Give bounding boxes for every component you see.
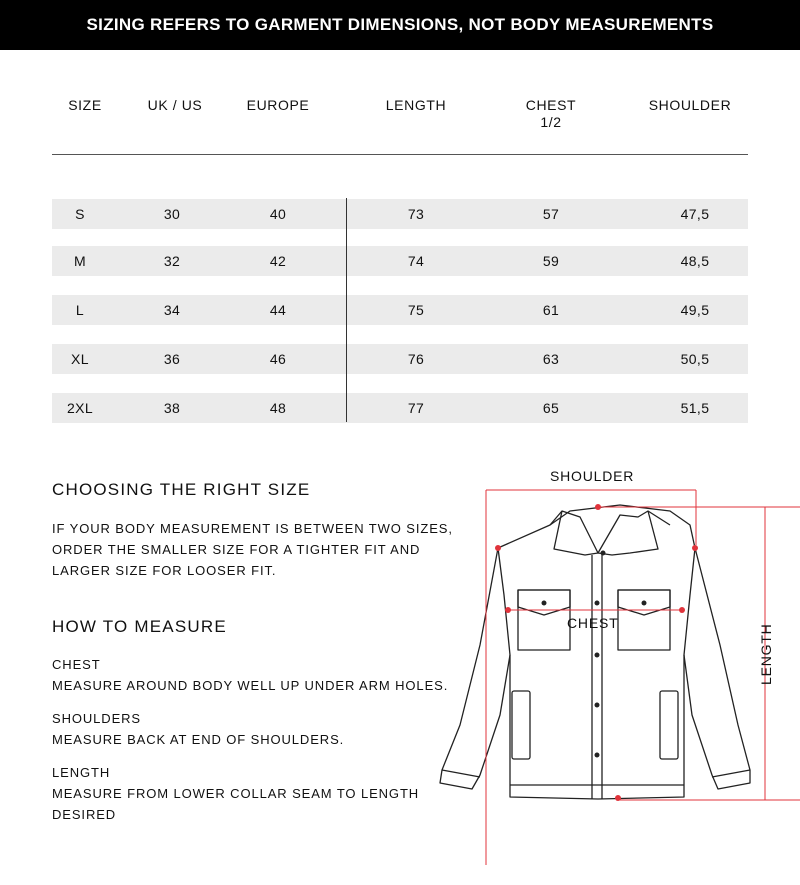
shoulders-description: MEASURE BACK AT END OF SHOULDERS. — [52, 732, 345, 747]
cell-chest: 65 — [542, 400, 560, 416]
length-label: LENGTH — [52, 765, 111, 780]
cell-shoulder: 49,5 — [680, 302, 710, 318]
cell-size: L — [75, 302, 85, 318]
cell-chest: 59 — [542, 253, 560, 269]
choosing-line: IF YOUR BODY MEASUREMENT IS BETWEEN TWO SIZES, — [52, 521, 453, 536]
length-description: MEASURE FROM LOWER COLLAR SEAM TO LENGTH — [52, 786, 420, 801]
choosing-line: ORDER THE SMALLER SIZE FOR A TIGHTER FIT AND — [52, 542, 421, 557]
col-header-uk-us: UK / US — [147, 97, 203, 113]
header-banner: SIZING REFERS TO GARMENT DIMENSIONS, NOT BODY MEASUREMENTS — [0, 0, 800, 50]
cell-shoulder: 51,5 — [680, 400, 710, 416]
cell-size: M — [73, 253, 87, 269]
cell-size: 2XL — [66, 400, 94, 416]
cell-length: 76 — [407, 351, 425, 367]
col-header-chest: CHEST 1/2 — [525, 97, 577, 130]
cell-length: 77 — [407, 400, 425, 416]
cell-shoulder: 47,5 — [680, 206, 710, 222]
header-divider — [52, 154, 748, 155]
cell-length: 74 — [407, 253, 425, 269]
col-header-length: LENGTH — [385, 97, 447, 113]
table-row — [52, 393, 748, 423]
table-row — [52, 344, 748, 374]
table-row — [52, 199, 748, 229]
shoulders-instruction — [52, 708, 344, 750]
cell-chest: 63 — [542, 351, 560, 367]
chest-description: MEASURE AROUND BODY WELL UP UNDER ARM HOLES. — [52, 678, 449, 693]
cell-europe: 46 — [269, 351, 287, 367]
cell-uk-us: 36 — [163, 351, 181, 367]
choosing-line: LARGER SIZE FOR LOOSER FIT. — [52, 563, 277, 578]
col-header-size: SIZE — [68, 97, 102, 113]
col-header-shoulder: SHOULDER — [648, 97, 732, 113]
cell-length: 75 — [407, 302, 425, 318]
cell-uk-us: 30 — [163, 206, 181, 222]
cell-europe: 44 — [269, 302, 287, 318]
cell-europe: 48 — [269, 400, 287, 416]
length-diagram-label: LENGTH — [758, 623, 774, 685]
table-row — [52, 295, 748, 325]
cell-uk-us: 32 — [163, 253, 181, 269]
length-description-cont: DESIRED — [52, 807, 117, 822]
shoulders-label: SHOULDERS — [52, 711, 142, 726]
cell-uk-us: 34 — [163, 302, 181, 318]
chest-instruction — [52, 654, 448, 696]
choosing-title: CHOOSING THE RIGHT SIZE — [52, 480, 311, 499]
cell-chest: 57 — [542, 206, 560, 222]
length-instruction — [52, 762, 419, 825]
shoulder-label: SHOULDER — [550, 468, 635, 484]
cell-shoulder: 50,5 — [680, 351, 710, 367]
cell-shoulder: 48,5 — [680, 253, 710, 269]
cell-size: XL — [71, 351, 89, 367]
cell-europe: 40 — [269, 206, 287, 222]
cell-europe: 42 — [269, 253, 287, 269]
table-column-divider — [346, 198, 347, 422]
choosing-text — [52, 518, 453, 581]
howto-title: HOW TO MEASURE — [52, 617, 227, 636]
cell-size: S — [75, 206, 85, 222]
table-row — [52, 246, 748, 276]
cell-uk-us: 38 — [163, 400, 181, 416]
cell-chest: 61 — [542, 302, 560, 318]
cell-length: 73 — [407, 206, 425, 222]
jacket-diagram — [420, 455, 800, 865]
chest-diagram-label: CHEST — [567, 615, 619, 631]
col-header-europe: EUROPE — [246, 97, 310, 113]
jacket-illustration-icon — [420, 455, 800, 865]
chest-label: CHEST — [52, 657, 101, 672]
